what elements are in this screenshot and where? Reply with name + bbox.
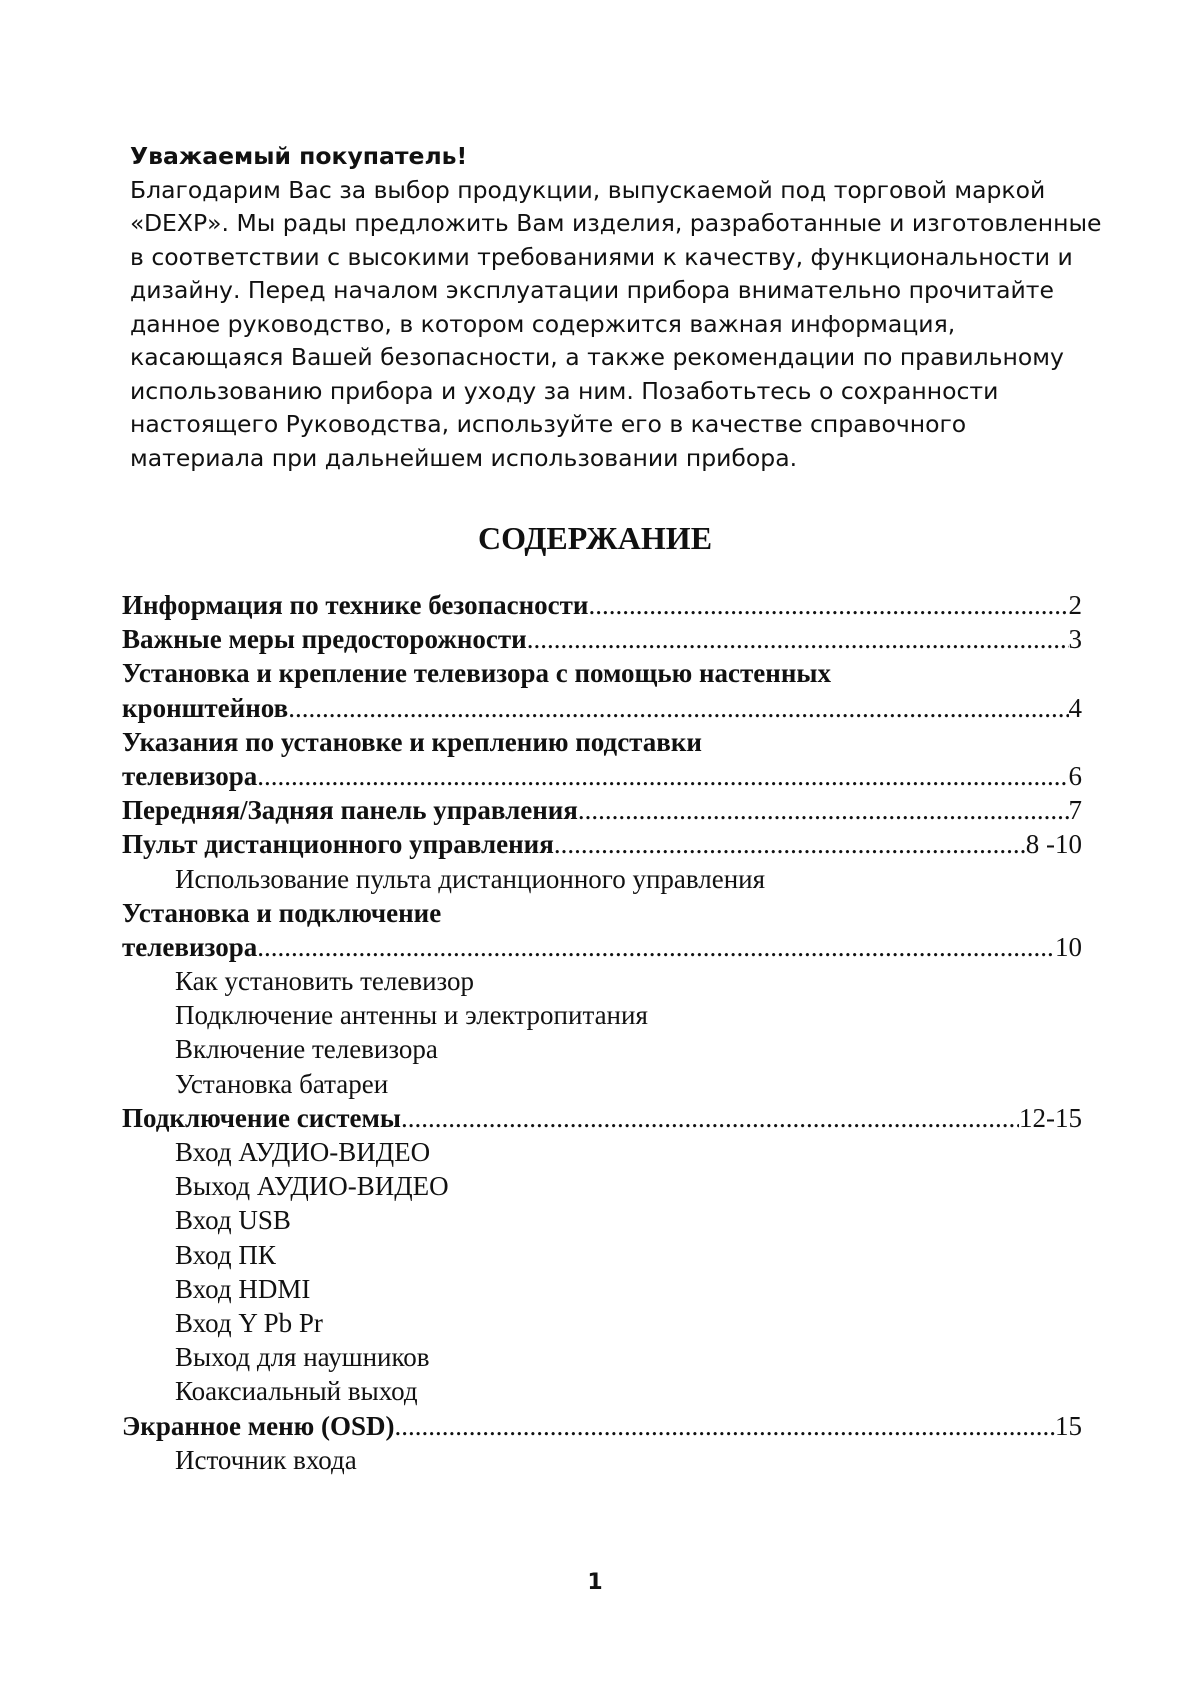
intro-line: Благодарим Вас за выбор продукции, выпускаемой под торговой маркой [130,175,1046,204]
toc-entry-title: Указания по установке и креплению подставки [122,726,702,757]
toc-subitem: Выход для наушников [175,1342,430,1373]
toc-subitem: Источник входа [175,1444,357,1475]
toc-entry-page: 3 [1068,624,1082,655]
toc-entry [122,1101,1082,1135]
intro-block [130,140,1102,475]
toc-leader-dots [578,793,1069,827]
toc-entry [122,1409,1082,1443]
toc-entry-page: 10 [1055,931,1082,962]
page-number: 1 [587,1570,603,1595]
toc-leader-dots [589,588,1069,622]
toc-subitem: Использование пульта дистанционного управления [175,863,766,894]
toc-entry-title: телевизора [122,931,258,962]
toc-entry-title: Пульт дистанционного управления [122,829,554,860]
toc-entry-title: кронштейнов [122,692,289,723]
toc-entry-page: 7 [1068,795,1082,826]
toc-subitem: Установка батареи [175,1068,389,1099]
toc-leader-dots [401,1101,1019,1135]
intro-line: материала при дальнейшем использовании прибора. [130,443,798,472]
toc-leader-dots [554,827,1026,861]
toc-subitem: Вход USB [175,1205,291,1236]
toc-entry-title: Важные меры предосторожности [122,624,527,655]
toc-subitem: Подключение антенны и электропитания [175,1000,648,1031]
intro-line: касающаяся Вашей безопасности, а также рекомендации по правильному [130,343,1064,371]
toc-leader-dots [257,759,1068,793]
toc-leader-dots [257,930,1055,964]
toc-entry [122,930,1082,964]
toc-subitem: Как установить телевизор [175,966,475,997]
toc-entry-title: Информация по технике безопасности [122,590,589,620]
toc-title: СОДЕРЖАНИЕ [477,520,713,556]
toc-entry-page: 4 [1068,692,1082,723]
intro-line: использованию прибора и уходу за ним. Позаботьтесь о сохранности [130,376,999,405]
toc-subitem: Выход АУДИО-ВИДЕО [175,1171,449,1202]
toc-subitem: Включение телевизора [175,1034,438,1065]
greeting: Уважаемый покупатель! [130,142,468,170]
toc-subitem: Коаксиальный выход [175,1376,418,1407]
intro-line: в соответствии с высокими требованиями к качеству, функциональности и [130,242,1073,271]
toc-leader-dots [527,622,1069,656]
toc-leader-dots [395,1409,1055,1443]
toc-entry-page: 15 [1055,1410,1082,1441]
toc-entry-page: 8 -10 [1025,829,1082,860]
intro-line: данное руководство, в котором содержится важная информация, [130,309,956,338]
toc-entry-title: Подключение системы [122,1102,401,1133]
toc-subitem: Вход АУДИО-ВИДЕО [175,1137,431,1167]
toc-entry-title: телевизора [122,760,258,791]
table-of-contents [122,588,1082,1477]
toc-entry-page: 6 [1068,760,1082,791]
toc-entry-title: Экранное меню (OSD) [122,1410,395,1441]
toc-entry [122,793,1082,827]
toc-entry-title: Установка и подключение [122,897,442,928]
toc-entry-title: Передняя/Задняя панель управления [122,795,578,826]
toc-entry-page: 2 [1068,590,1082,620]
intro-text [130,174,1102,476]
toc-entry [122,759,1082,793]
toc-leader-dots [288,691,1068,725]
toc-entry [122,827,1082,861]
intro-line: дизайну. Перед началом эксплуатации прибора внимательно прочитайте [130,276,1054,304]
toc-entry-page: 12-15 [1019,1102,1082,1133]
toc-subitem: Вход HDMI [175,1273,311,1304]
toc-entry [122,691,1082,725]
intro-line: «DEXP». Мы рады предложить Вам изделия, разработанные и изготовленные [130,209,1102,237]
toc-entry [122,622,1082,656]
intro-line: настоящего Руководства, используйте его в качестве справочного [130,410,967,438]
toc-entry [122,588,1082,622]
toc-subitem: Вход Y Pb Pr [175,1307,323,1338]
toc-subitem: Вход ПК [175,1239,276,1270]
toc-entry-title: Установка и крепление телевизора с помощью настенных [122,658,831,689]
